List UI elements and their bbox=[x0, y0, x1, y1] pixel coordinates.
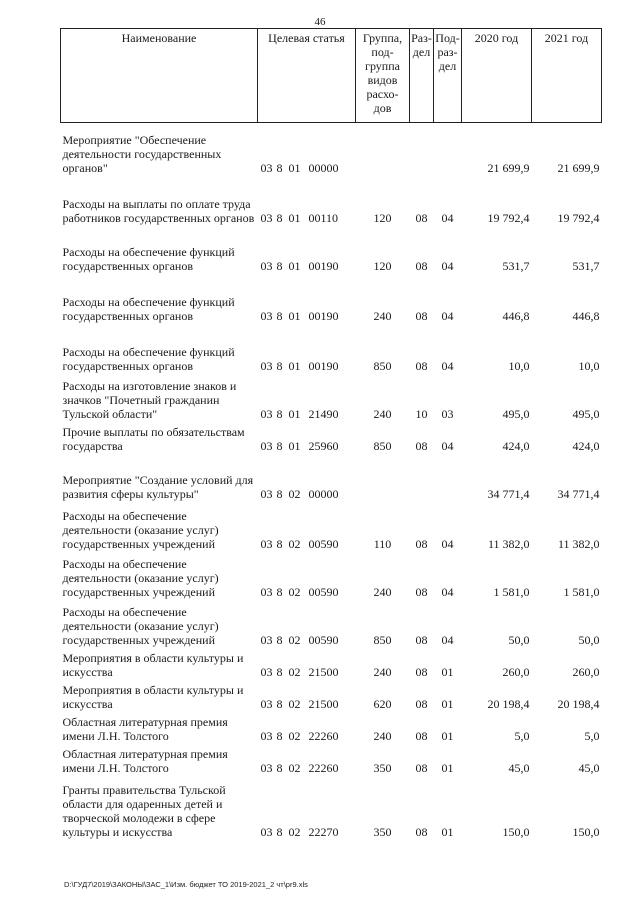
row-amount-2020: 150,0 bbox=[502, 824, 530, 839]
table-row bbox=[61, 323, 602, 373]
row-name: Расходы на обеспечение функций государственных органов bbox=[62, 294, 235, 323]
row-section: 10 bbox=[415, 406, 428, 421]
target-article-part: 03 bbox=[260, 664, 273, 679]
row-subsection: 04 bbox=[441, 308, 454, 323]
target-article-part: 03 bbox=[260, 210, 273, 225]
target-article-part: 02 bbox=[288, 696, 301, 711]
header-name: Наименование bbox=[61, 29, 258, 123]
row-amount-2021: 20 198,4 bbox=[557, 696, 600, 711]
target-article-part: 8 bbox=[276, 536, 283, 551]
row-subsection: 04 bbox=[441, 584, 454, 599]
row-subsection: 04 bbox=[441, 632, 454, 647]
row-target-article bbox=[258, 711, 356, 743]
row-target-article bbox=[258, 123, 356, 175]
target-article-part: 03 bbox=[260, 696, 273, 711]
row-subsection: 01 bbox=[441, 728, 454, 743]
target-article-part: 03 bbox=[260, 486, 273, 501]
row-section: 08 bbox=[415, 664, 428, 679]
target-article-part: 03 bbox=[260, 584, 273, 599]
page-number: 46 bbox=[314, 16, 326, 28]
row-amount-2021: 1 581,0 bbox=[563, 584, 600, 599]
target-article-part: 8 bbox=[276, 406, 283, 421]
target-article-part: 8 bbox=[276, 632, 283, 647]
table-row bbox=[61, 421, 602, 453]
row-group: 110 bbox=[373, 536, 392, 551]
row-section: 08 bbox=[415, 760, 428, 775]
row-target-article bbox=[258, 551, 356, 599]
target-article-part: 01 bbox=[288, 438, 301, 453]
target-article-part: 02 bbox=[288, 824, 301, 839]
row-section: 08 bbox=[415, 438, 428, 453]
table-row bbox=[61, 453, 602, 501]
target-article-part: 22260 bbox=[308, 760, 339, 775]
target-article-part: 01 bbox=[288, 358, 301, 373]
target-article-part: 01 bbox=[288, 258, 301, 273]
target-article-part: 8 bbox=[276, 308, 283, 323]
row-target-article bbox=[258, 225, 356, 273]
row-amount-2021: 424,0 bbox=[572, 438, 600, 453]
row-section: 08 bbox=[415, 728, 428, 743]
row-group: 240 bbox=[373, 406, 392, 421]
row-name: Расходы на обеспечение функций государственных органов bbox=[62, 344, 235, 373]
row-group: 350 bbox=[373, 760, 392, 775]
row-amount-2021: 19 792,4 bbox=[557, 210, 600, 225]
table-row bbox=[61, 273, 602, 323]
row-name: Мероприятие "Обеспечение деятельности государственных органов" bbox=[62, 132, 222, 175]
budget-table bbox=[60, 28, 602, 839]
row-name: Мероприятия в области культуры и искусства bbox=[62, 650, 244, 679]
row-subsection: 04 bbox=[441, 438, 454, 453]
table-row bbox=[61, 373, 602, 421]
target-article-part: 03 bbox=[260, 438, 273, 453]
row-section: 08 bbox=[415, 210, 428, 225]
row-subsection: 04 bbox=[441, 536, 454, 551]
row-target-article bbox=[258, 273, 356, 323]
row-subsection: 01 bbox=[441, 664, 454, 679]
header-subsection: Под- раз- дел bbox=[434, 29, 462, 123]
table-header bbox=[61, 29, 602, 123]
row-group: 240 bbox=[373, 728, 392, 743]
target-article-part: 8 bbox=[276, 664, 283, 679]
row-amount-2020: 495,0 bbox=[502, 406, 530, 421]
row-subsection bbox=[434, 453, 462, 501]
row-amount-2020: 424,0 bbox=[502, 438, 530, 453]
target-article-part: 00190 bbox=[308, 308, 339, 323]
target-article-part: 02 bbox=[288, 486, 301, 501]
row-name: Расходы на обеспечение деятельности (оказание услуг) государственных учреждений bbox=[62, 508, 219, 551]
row-subsection: 01 bbox=[441, 760, 454, 775]
row-amount-2020: 446,8 bbox=[502, 308, 530, 323]
target-article-part: 21500 bbox=[308, 696, 339, 711]
target-article-part: 02 bbox=[288, 632, 301, 647]
row-amount-2020: 34 771,4 bbox=[487, 486, 530, 501]
row-amount-2020: 10,0 bbox=[508, 358, 530, 373]
row-name: Мероприятие "Создание условий для развития сферы культуры" bbox=[62, 472, 254, 501]
row-amount-2020: 1 581,0 bbox=[493, 584, 530, 599]
target-article-part: 02 bbox=[288, 760, 301, 775]
row-amount-2021: 10,0 bbox=[578, 358, 600, 373]
row-amount-2021: 446,8 bbox=[572, 308, 600, 323]
target-article-part: 8 bbox=[276, 760, 283, 775]
row-target-article bbox=[258, 599, 356, 647]
row-section bbox=[410, 123, 434, 175]
row-name: Расходы на обеспечение деятельности (оказание услуг) государственных учреждений bbox=[62, 604, 219, 647]
target-article-part: 03 bbox=[260, 160, 273, 175]
row-target-article bbox=[258, 175, 356, 225]
target-article-part: 03 bbox=[260, 632, 273, 647]
row-group: 620 bbox=[373, 696, 392, 711]
header-group: Группа, под- группа видов расхо- дов bbox=[356, 29, 410, 123]
target-article-part: 8 bbox=[276, 358, 283, 373]
target-article-part: 01 bbox=[288, 210, 301, 225]
row-section: 08 bbox=[415, 258, 428, 273]
header-year-2020: 2020 год bbox=[462, 29, 532, 123]
target-article-part: 02 bbox=[288, 664, 301, 679]
row-section: 08 bbox=[415, 632, 428, 647]
row-name: Расходы на изготовление знаков и значков "Почетный гражданин Тульской области" bbox=[62, 378, 237, 421]
row-section bbox=[410, 453, 434, 501]
target-article-part: 8 bbox=[276, 210, 283, 225]
row-subsection: 01 bbox=[441, 824, 454, 839]
row-subsection: 04 bbox=[441, 358, 454, 373]
row-group: 240 bbox=[373, 664, 392, 679]
row-amount-2021: 45,0 bbox=[578, 760, 600, 775]
row-amount-2020: 260,0 bbox=[502, 664, 530, 679]
target-article-part: 01 bbox=[288, 406, 301, 421]
row-group: 850 bbox=[373, 632, 392, 647]
target-article-part: 02 bbox=[288, 584, 301, 599]
row-amount-2020: 5,0 bbox=[514, 728, 530, 743]
table-row bbox=[61, 647, 602, 679]
target-article-part: 8 bbox=[276, 486, 283, 501]
target-article-part: 01 bbox=[288, 308, 301, 323]
row-section: 08 bbox=[415, 358, 428, 373]
row-name: Гранты правительства Тульской области для одаренных детей и творческой молодежи в сфере культуры и искусства bbox=[62, 782, 226, 839]
table-row bbox=[61, 501, 602, 551]
row-target-article bbox=[258, 373, 356, 421]
target-article-part: 02 bbox=[288, 728, 301, 743]
row-group: 350 bbox=[373, 824, 392, 839]
row-target-article bbox=[258, 647, 356, 679]
row-group bbox=[356, 123, 410, 175]
row-section: 08 bbox=[415, 824, 428, 839]
row-target-article bbox=[258, 679, 356, 711]
target-article-part: 25960 bbox=[308, 438, 339, 453]
target-article-part: 01 bbox=[288, 160, 301, 175]
row-section: 08 bbox=[415, 696, 428, 711]
target-article-part: 22270 bbox=[308, 824, 339, 839]
row-amount-2020: 50,0 bbox=[508, 632, 530, 647]
row-group: 120 bbox=[373, 210, 392, 225]
table-row bbox=[61, 175, 602, 225]
target-article-part: 03 bbox=[260, 760, 273, 775]
row-amount-2021: 21 699,9 bbox=[557, 160, 600, 175]
row-name: Прочие выплаты по обязательствам государства bbox=[62, 424, 245, 453]
target-article-part: 00190 bbox=[308, 358, 339, 373]
target-article-part: 8 bbox=[276, 160, 283, 175]
target-article-part: 00590 bbox=[308, 632, 339, 647]
table-row bbox=[61, 743, 602, 775]
row-amount-2021: 11 382,0 bbox=[557, 536, 600, 551]
row-amount-2020: 19 792,4 bbox=[487, 210, 530, 225]
row-amount-2021: 34 771,4 bbox=[557, 486, 600, 501]
row-group: 120 bbox=[373, 258, 392, 273]
row-target-article bbox=[258, 421, 356, 453]
row-group: 850 bbox=[373, 438, 392, 453]
row-target-article bbox=[258, 743, 356, 775]
header-target-article: Целевая статья bbox=[258, 29, 356, 123]
row-name: Областная литературная премия имени Л.Н. Толстого bbox=[62, 714, 228, 743]
table-row bbox=[61, 775, 602, 839]
row-amount-2020: 20 198,4 bbox=[487, 696, 530, 711]
table-row bbox=[61, 123, 602, 175]
table-row bbox=[61, 551, 602, 599]
target-article-part: 00000 bbox=[308, 486, 339, 501]
row-name: Расходы на обеспечение деятельности (оказание услуг) государственных учреждений bbox=[62, 556, 219, 599]
row-name: Мероприятия в области культуры и искусства bbox=[62, 682, 244, 711]
row-group bbox=[356, 453, 410, 501]
target-article-part: 00190 bbox=[308, 258, 339, 273]
row-name: Расходы на обеспечение функций государственных органов bbox=[62, 244, 235, 273]
target-article-part: 03 bbox=[260, 358, 273, 373]
row-group: 240 bbox=[373, 308, 392, 323]
row-amount-2021: 5,0 bbox=[584, 728, 600, 743]
target-article-part: 00590 bbox=[308, 584, 339, 599]
target-article-part: 00110 bbox=[308, 210, 339, 225]
row-amount-2020: 531,7 bbox=[502, 258, 530, 273]
row-group: 240 bbox=[373, 584, 392, 599]
table-row bbox=[61, 679, 602, 711]
target-article-part: 03 bbox=[260, 536, 273, 551]
target-article-part: 8 bbox=[276, 696, 283, 711]
row-subsection: 01 bbox=[441, 696, 454, 711]
row-section: 08 bbox=[415, 536, 428, 551]
target-article-part: 8 bbox=[276, 824, 283, 839]
target-article-part: 22260 bbox=[308, 728, 339, 743]
target-article-part: 00590 bbox=[308, 536, 339, 551]
row-name: Областная литературная премия имени Л.Н. Толстого bbox=[62, 746, 228, 775]
row-subsection bbox=[434, 123, 462, 175]
header-year-2021: 2021 год bbox=[532, 29, 602, 123]
row-amount-2020: 21 699,9 bbox=[487, 160, 530, 175]
row-target-article bbox=[258, 453, 356, 501]
target-article-part: 8 bbox=[276, 728, 283, 743]
row-section: 08 bbox=[415, 308, 428, 323]
row-subsection: 04 bbox=[441, 258, 454, 273]
row-amount-2020: 45,0 bbox=[508, 760, 530, 775]
row-target-article bbox=[258, 323, 356, 373]
row-amount-2020: 11 382,0 bbox=[487, 536, 530, 551]
row-target-article bbox=[258, 501, 356, 551]
row-amount-2021: 150,0 bbox=[572, 824, 600, 839]
target-article-part: 03 bbox=[260, 308, 273, 323]
header-section: Раз- дел bbox=[410, 29, 434, 123]
row-amount-2021: 50,0 bbox=[578, 632, 600, 647]
target-article-part: 03 bbox=[260, 728, 273, 743]
target-article-part: 03 bbox=[260, 258, 273, 273]
file-path-footer: D:\ГУД7\2019\ЗАКОНЫ\ЗАС_1\Изм. бюджет ТО 2019-2021_2 чт\pr9.xls bbox=[64, 880, 308, 889]
row-amount-2021: 260,0 bbox=[572, 664, 600, 679]
row-name: Расходы на выплаты по оплате труда работников государственных органов bbox=[62, 196, 255, 225]
target-article-part: 21490 bbox=[308, 406, 339, 421]
target-article-part: 00000 bbox=[308, 160, 339, 175]
target-article-part: 8 bbox=[276, 584, 283, 599]
row-section: 08 bbox=[415, 584, 428, 599]
row-amount-2021: 495,0 bbox=[572, 406, 600, 421]
table-row bbox=[61, 225, 602, 273]
target-article-part: 8 bbox=[276, 258, 283, 273]
target-article-part: 03 bbox=[260, 824, 273, 839]
row-subsection: 04 bbox=[441, 210, 454, 225]
row-target-article bbox=[258, 775, 356, 839]
target-article-part: 21500 bbox=[308, 664, 339, 679]
row-subsection: 03 bbox=[441, 406, 454, 421]
row-group: 850 bbox=[373, 358, 392, 373]
row-amount-2021: 531,7 bbox=[572, 258, 600, 273]
target-article-part: 03 bbox=[260, 406, 273, 421]
table-body bbox=[61, 123, 602, 839]
target-article-part: 02 bbox=[288, 536, 301, 551]
target-article-part: 8 bbox=[276, 438, 283, 453]
table-row bbox=[61, 599, 602, 647]
table-row bbox=[61, 711, 602, 743]
